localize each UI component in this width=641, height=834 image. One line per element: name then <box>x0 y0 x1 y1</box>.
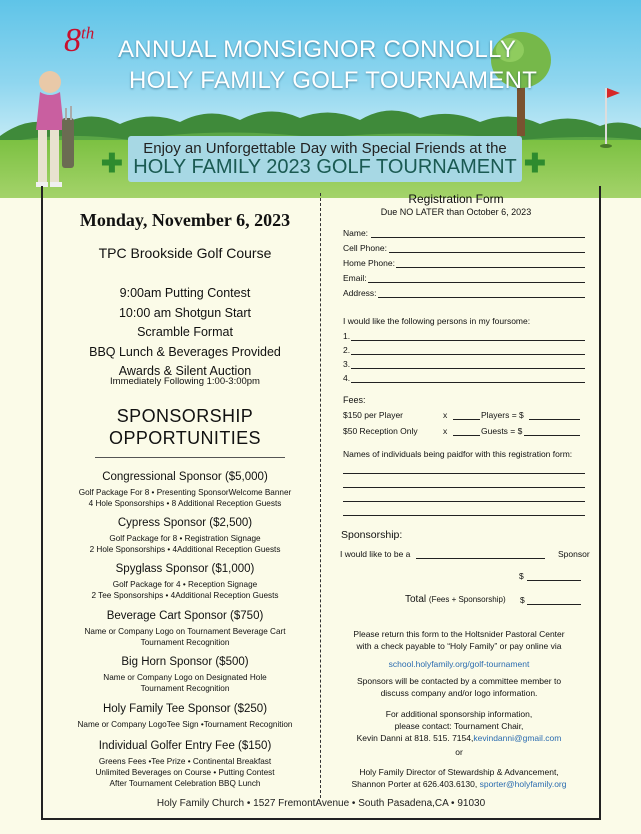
return-line: with a check payable to “Holy Family” or pay online via <box>356 641 562 651</box>
sponsorship-heading-line-2: OPPORTUNITIES <box>109 428 261 448</box>
home-phone-field[interactable] <box>396 267 585 268</box>
paid-for-field[interactable] <box>343 487 585 488</box>
sponsor-level-detail: Golf Package for 4 • Reception Signage <box>112 580 258 589</box>
edition-number <box>64 22 94 60</box>
total-text: Total <box>405 594 427 605</box>
online-payment-link[interactable]: school.holyfamily.org/golf-tournament <box>388 659 530 669</box>
chair-contact <box>330 732 588 744</box>
fee-reception-label: $50 Reception Only <box>343 426 418 436</box>
dollar-sign: $ <box>519 571 524 581</box>
column-divider <box>320 193 321 798</box>
sponsor-level-detail: Golf Package for 8 • Registration Signage <box>109 534 261 543</box>
sponsor-choice-suffix: Sponsor <box>558 549 590 559</box>
section-rule <box>95 457 285 458</box>
sponsor-level-detail: Name or Company Logo on Designated Hole <box>103 673 267 682</box>
golfer-illustration <box>28 68 80 200</box>
paid-for-field[interactable] <box>343 501 585 502</box>
player-count-field[interactable] <box>453 419 480 420</box>
sponsor-level <box>60 517 310 555</box>
players-calc-label: Players = $ <box>481 410 524 420</box>
paid-for-field[interactable] <box>343 473 585 474</box>
cell-phone-field[interactable] <box>389 252 585 253</box>
paid-for-label: Names of individuals being paidfor with this registration form: <box>343 449 573 459</box>
sponsor-level <box>60 471 310 509</box>
dollar-sign: $ <box>520 595 525 605</box>
form-deadline: Due NO LATER than October 6, 2023 <box>380 207 532 217</box>
title-line-2: HOLY FAMILY GOLF TOURNAMENT <box>129 67 538 94</box>
chair-email-link[interactable]: kevindanni@gmail.com <box>473 733 562 743</box>
total-note: (Fees + Sponsorship) <box>428 595 506 604</box>
sponsorship-label: Sponsorship: <box>341 529 403 541</box>
sponsor-level <box>60 703 310 730</box>
sponsor-level <box>60 740 310 789</box>
sponsor-level-field[interactable] <box>416 558 545 559</box>
sponsor-level-name: Congressional Sponsor ($5,000) <box>102 471 268 483</box>
fee-player-label: $150 per Player <box>343 410 404 420</box>
players-amount-field[interactable] <box>529 419 580 420</box>
address-label: Address: <box>343 288 377 298</box>
sponsor-level-name: Spyglass Sponsor ($1,000) <box>115 563 255 575</box>
awards-note: Immediately Following 1:00-3:00pm <box>110 376 260 387</box>
sponsor-level <box>60 563 310 601</box>
paid-for-field[interactable] <box>343 515 585 516</box>
sponsor-level-detail: Tournament Recognition <box>140 684 230 693</box>
schedule-item: Awards & Silent Auction <box>118 364 252 378</box>
flag-icon <box>596 84 622 150</box>
email-label: Email: <box>343 273 367 283</box>
sponsor-level-name: Beverage Cart Sponsor ($750) <box>106 610 264 622</box>
sponsor-choice-prefix: I would like to be a <box>340 549 411 559</box>
foursome-player-field[interactable] <box>351 340 585 341</box>
sponsor-level-detail: 2 Hole Sponsorships • 4Additional Reception Guests <box>89 545 281 554</box>
name-label: Name: <box>343 228 369 238</box>
title-line-1: ANNUAL MONSIGNOR CONNOLLY <box>118 36 517 63</box>
address-field[interactable] <box>378 297 585 298</box>
sponsor-level <box>60 656 310 694</box>
sponsorship-info <box>330 708 588 744</box>
sponsor-level <box>60 610 310 648</box>
director-email-link[interactable]: sporter@holyfamily.org <box>479 779 567 789</box>
schedule-item: 10:00 am Shotgun Start <box>118 305 252 320</box>
foursome-number: 4. <box>343 373 351 383</box>
sponsor-level-detail: Golf Package For 8 • Presenting SponsorWelcome Banner <box>78 488 292 497</box>
schedule-item: Scramble Format <box>137 325 233 339</box>
foursome-number: 2. <box>343 345 351 355</box>
sponsor-level-name: Big Horn Sponsor ($500) <box>121 656 249 668</box>
form-title: Registration Form <box>408 192 504 206</box>
event-schedule <box>60 284 310 382</box>
director-text: Shannon Porter at 626.403.6130, <box>351 779 478 789</box>
contact-note-line: Sponsors will be contacted by a committee member to <box>356 676 562 686</box>
director-line <box>330 778 588 790</box>
sponsorship-heading-line-1: SPONSORSHIP <box>116 406 254 426</box>
sponsor-level-name: Cypress Sponsor ($2,500) <box>117 517 253 529</box>
return-instructions <box>330 628 588 652</box>
director-line: Holy Family Director of Stewardship & Advancement, <box>359 767 559 777</box>
sponsorship-heading <box>60 405 310 449</box>
fees-label: Fees: <box>343 395 366 405</box>
sponsor-level-name: Holy Family Tee Sponsor ($250) <box>102 703 268 715</box>
total-amount-field[interactable] <box>527 604 581 605</box>
foursome-player-field[interactable] <box>351 354 585 355</box>
cross-icon: ✚ <box>101 148 123 178</box>
foursome-label: I would like the following persons in my foursome: <box>343 316 531 326</box>
schedule-item: 9:00am Putting Contest <box>119 286 251 300</box>
sponsor-level-detail: After Tournament Celebration BBQ Lunch <box>109 779 261 788</box>
cell-phone-label: Cell Phone: <box>343 243 387 253</box>
return-line: Please return this form to the Holtsnider Pastoral Center <box>353 629 565 639</box>
sponsor-level-detail: Tournament Recognition <box>140 638 230 647</box>
sponsor-level-detail: Name or Company Logo on Tournament Beverage Cart <box>84 627 286 636</box>
cross-icon: ✚ <box>524 148 546 178</box>
or-text: or <box>455 747 463 757</box>
sponsor-level-detail: 4 Hole Sponsorships • 8 Additional Reception Guests <box>88 499 282 508</box>
total-label <box>405 594 506 605</box>
multiply-sign: x <box>443 410 448 420</box>
sponsor-level-detail: 2 Tee Sponsorships • 4Additional Reception Guests <box>91 591 279 600</box>
foursome-player-field[interactable] <box>351 382 585 383</box>
event-venue: TPC Brookside Golf Course <box>98 245 272 261</box>
guest-count-field[interactable] <box>453 435 480 436</box>
contact-note-line: discuss company and/or logo information. <box>380 688 538 698</box>
multiply-sign: x <box>443 426 448 436</box>
email-field[interactable] <box>368 282 585 283</box>
guests-calc-label: Guests = $ <box>481 426 523 436</box>
info-line: For additional sponsorship information, <box>385 709 533 719</box>
guests-amount-field[interactable] <box>524 435 580 436</box>
event-date: Monday, November 6, 2023 <box>79 210 291 230</box>
sponsor-level-detail: Name or Company LogoTee Sign •Tournament Recognition <box>77 720 293 729</box>
foursome-number: 1. <box>343 331 351 341</box>
chair-text: Kevin Danni at 818. 515. 7154, <box>356 733 474 743</box>
foursome-player-field[interactable] <box>351 368 585 369</box>
tagline-banner <box>128 136 522 182</box>
banner-line-1: Enjoy an Unforgettable Day with Special Friends at the <box>143 140 507 157</box>
sponsor-level-detail: Unlimited Beverages on Course • Putting Contest <box>95 768 275 777</box>
ordinal-suffix: th <box>81 23 95 43</box>
sponsor-level-detail: Greens Fees •Tee Prize • Continental Breakfast <box>98 757 272 766</box>
foursome-number: 3. <box>343 359 351 369</box>
contact-note <box>330 675 588 699</box>
ordinal-number: 8 <box>64 22 81 59</box>
home-phone-label: Home Phone: <box>343 258 395 268</box>
director-contact <box>330 766 588 790</box>
name-field[interactable] <box>371 237 585 238</box>
sponsor-level-name: Individual Golfer Entry Fee ($150) <box>98 740 272 752</box>
banner-line-2: HOLY FAMILY 2023 GOLF TOURNAMENT <box>133 156 517 178</box>
footer-address: Holy Family Church • 1527 FremontAvenue • South Pasadena,CA • 91030 <box>156 798 486 809</box>
schedule-item: BBQ Lunch & Beverages Provided <box>89 344 281 359</box>
info-line: please contact: Tournament Chair, <box>394 721 524 731</box>
sponsorship-amount-field[interactable] <box>527 580 581 581</box>
